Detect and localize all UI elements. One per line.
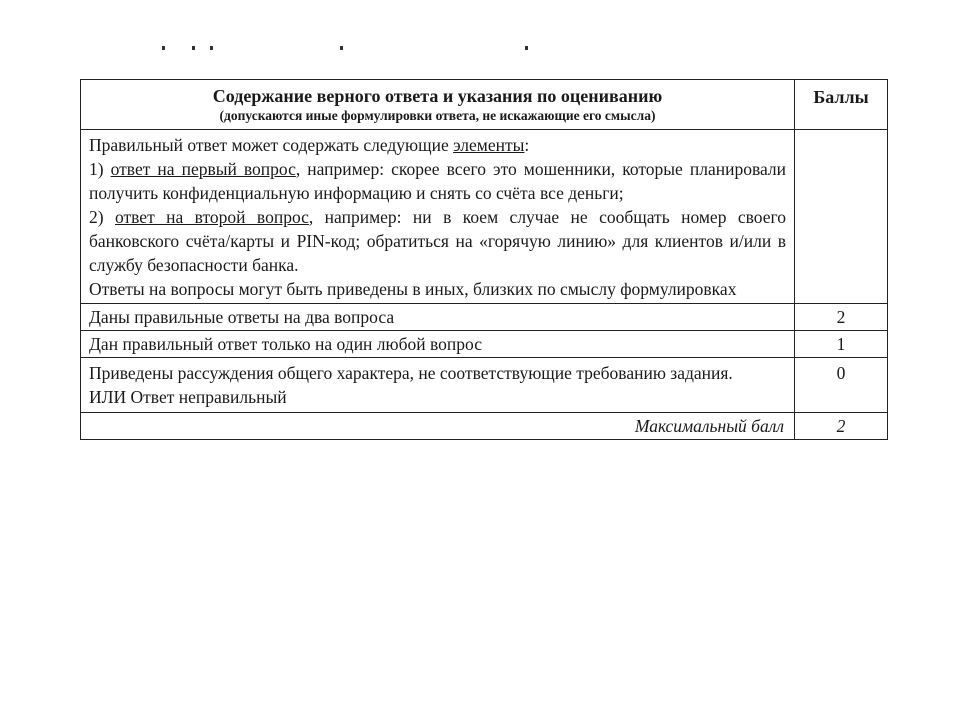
criterion-score: 1 <box>795 331 888 358</box>
criterion-text: Даны правильные ответы на два вопроса <box>81 304 795 331</box>
answer-score-cell <box>795 130 888 304</box>
item-2-number: 2) <box>89 207 115 227</box>
item-1-number: 1) <box>89 159 111 179</box>
answer-intro <box>89 133 786 157</box>
header-subtitle: (допускаются иные формулировки ответа, не искажающие его смысла) <box>219 108 656 123</box>
criterion-row <box>81 331 888 358</box>
item-2-text: , например: ни в коем случае не сообщать номер своего банковского счёта/карты и PIN-код; обратиться на «горячую линию» для клиентов и/или в службу безопасности банка. <box>89 207 786 275</box>
criterion-text-multi <box>81 358 795 413</box>
answer-content-cell <box>81 130 795 304</box>
header-answer-cell <box>81 80 795 130</box>
criterion-row <box>81 304 888 331</box>
header-title: Содержание верного ответа и указания по оцениванию <box>212 86 663 106</box>
cropped-text-fragment <box>150 38 530 50</box>
item-2-underlined: ответ на второй вопрос <box>114 207 309 227</box>
criterion-line-1: Приведены рассуждения общего характера, не соответствующие требованию задания. <box>89 363 733 383</box>
max-score-value: 2 <box>795 413 888 440</box>
grading-table <box>80 79 888 440</box>
criterion-score: 0 <box>795 358 888 413</box>
criterion-row <box>81 358 888 413</box>
answer-intro-underlined: элементы <box>453 135 525 155</box>
answer-intro-text: Правильный ответ может содержать следующие <box>89 135 454 155</box>
answer-row <box>81 130 888 304</box>
criterion-text: Дан правильный ответ только на один любой вопрос <box>81 331 795 358</box>
answer-item-1 <box>89 157 786 205</box>
table-header-row <box>81 80 888 130</box>
criterion-line-2: ИЛИ Ответ неправильный <box>89 387 287 407</box>
criterion-score: 2 <box>795 304 888 331</box>
header-points: Баллы <box>795 80 888 130</box>
item-1-underlined: ответ на первый вопрос <box>110 159 296 179</box>
max-score-label: Максимальный балл <box>81 413 795 440</box>
max-score-row <box>81 413 888 440</box>
answer-intro-end: : <box>524 135 530 155</box>
item-1-text: , например: скорее всего это мошенники, которые планировали получить конфиденциальную информацию и снять со счёта все деньги; <box>89 159 786 203</box>
answer-item-2 <box>89 205 786 277</box>
answer-note: Ответы на вопросы могут быть приведены в иных, близких по смыслу формулировках <box>89 279 737 299</box>
